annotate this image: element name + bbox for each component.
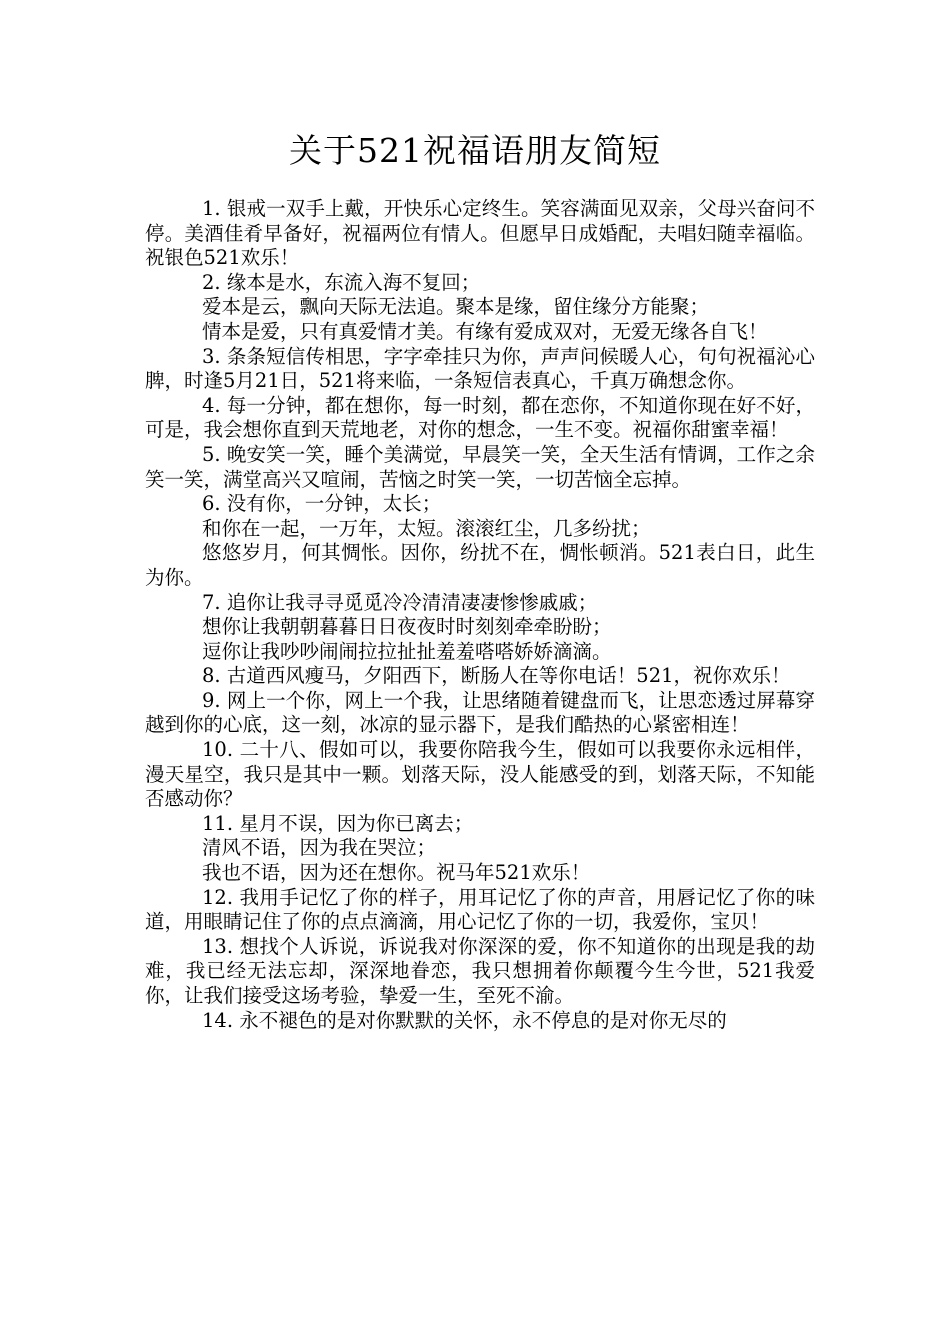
paragraph: 和你在一起，一万年，太短。滚滚红尘，几多纷扰； [202, 516, 651, 540]
document-title: 关于521祝福语朋友简短 [289, 131, 661, 170]
paragraph: 8. 古道西风瘦马，夕阳西下，断肠人在等你电话！521，祝你欢乐！ [202, 664, 791, 688]
paragraph: 13. 想找个人诉说，诉说我对你深深的爱，你不知道你的出现是我的劫难，我已经无法忘却，深深地眷恋，我只想拥着你颠覆今生今世，521我爱你，让我们接受这场考验，挚爱一生，至死不渝。 [145, 934, 815, 1007]
paragraph: 1. 银戒一双手上戴，开快乐心定终生。笑容满面见双亲，父母兴奋问不停。美酒佳肴早备好，祝福两位有情人。但愿早日成婚配，夫唱妇随幸福临。祝银色521欢乐！ [145, 197, 815, 270]
paragraph: 6. 没有你，一分钟，太长； [202, 492, 442, 516]
paragraph: 4. 每一分钟，都在想你，每一时刻，都在恋你，不知道你现在好不好，可是，我会想你直到天荒地老，对你的想念，一生不变。祝福你甜蜜幸福！ [145, 393, 815, 442]
paragraph: 5. 晚安笑一笑，睡个美满觉，早晨笑一笑，全天生活有情调，工作之余笑一笑，满堂高兴又喧闹，苦恼之时笑一笑，一切苦恼全忘掉。 [145, 442, 815, 491]
paragraph: 9. 网上一个你，网上一个我，让思绪随着键盘而飞，让思恋透过屏幕穿越到你的心底，这一刻，冰凉的显示器下，是我们酷热的心紧密相连！ [145, 688, 815, 737]
paragraph: 14. 永不褪色的是对你默默的关怀，永不停息的是对你无尽的 [202, 1008, 727, 1032]
paragraph: 清风不语，因为我在哭泣； [202, 836, 437, 860]
paragraph: 2. 缘本是水，东流入海不复回； [202, 270, 481, 294]
paragraph: 逗你让我吵吵闹闹拉拉扯扯羞羞嗒嗒娇娇滴滴。 [202, 639, 612, 663]
paragraph: 想你让我朝朝暮暮日日夜夜时时刻刻牵牵盼盼； [202, 615, 612, 639]
paragraph: 7. 追你让我寻寻觅觅冷冷清清凄凄惨惨戚戚； [202, 590, 598, 614]
paragraph: 12. 我用手记忆了你的样子，用耳记忆了你的声音，用唇记忆了你的味道，用眼睛记住了你的点点滴滴，用心记忆了你的一切，我爱你，宝贝！ [145, 885, 815, 934]
paragraph: 情本是爱，只有真爱情才美。有缘有爱成双对，无爱无缘各自飞！ [202, 319, 768, 343]
document-body [145, 197, 815, 1033]
paragraph: 11. 星月不误，因为你已离去； [202, 811, 474, 835]
paragraph: 10. 二十八、假如可以，我要你陪我今生，假如可以我要你永远相伴，漫天星空，我只是其中一颗。划落天际，没人能感受的到，划落天际，不知能否感动你？ [145, 738, 815, 811]
paragraph: 我也不语，因为还在想你。祝马年521欢乐！ [202, 861, 591, 885]
paragraph: 3. 条条短信传相思，字字牵挂只为你，声声问候暖人心，句句祝福沁心脾，时逢5月21日，521将来临，一条短信表真心，千真万确想念你。 [145, 344, 815, 393]
paragraph: 爱本是云，飘向天际无法追。聚本是缘，留住缘分方能聚； [202, 295, 710, 319]
paragraph: 悠悠岁月，何其惆怅。因你，纷扰不在，惆怅顿消。521表白日，此生为你。 [145, 541, 815, 589]
